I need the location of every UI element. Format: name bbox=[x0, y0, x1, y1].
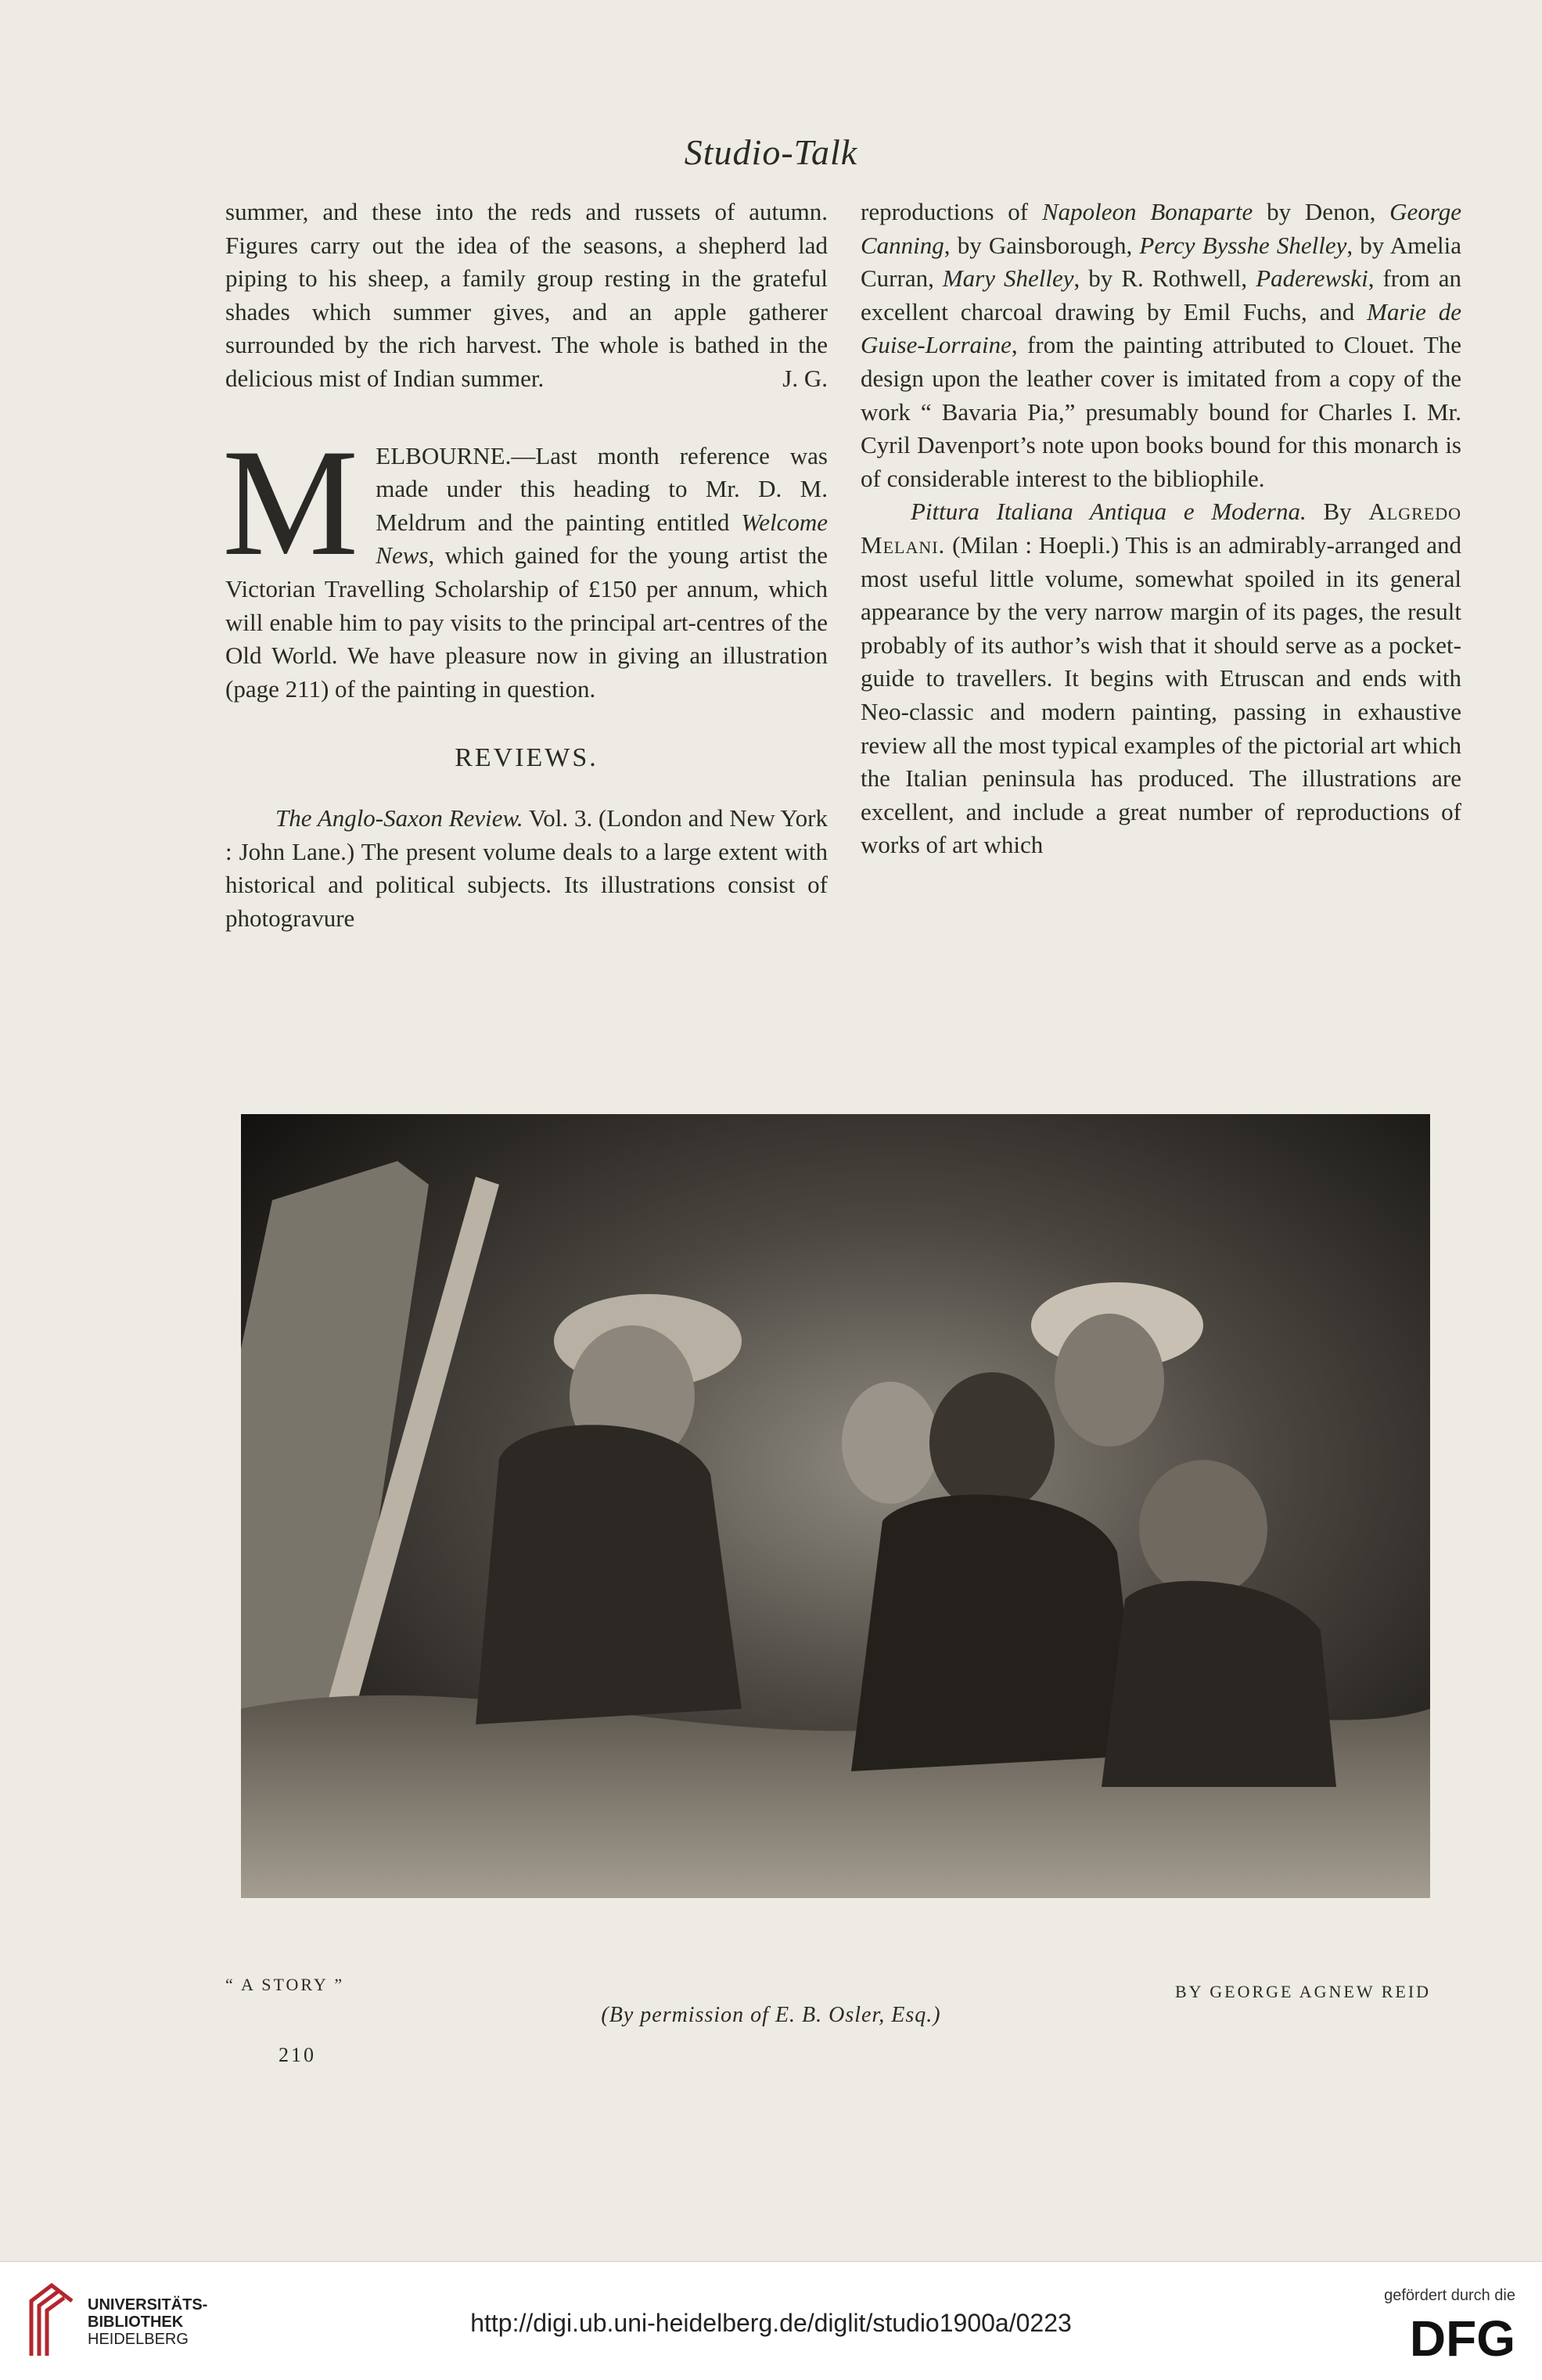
running-title: Studio-Talk bbox=[684, 132, 858, 172]
caption-title: “ A STORY ” bbox=[225, 1975, 345, 1994]
painting-title: Welcome News bbox=[376, 508, 828, 570]
library-name-line: HEIDELBERG bbox=[88, 2331, 189, 2348]
caption-artist: BY GEORGE AGNEW REID bbox=[1175, 1982, 1432, 2001]
paragraph-text: —Last month reference was made under this heading to Mr. D. M. Meldrum and the painting entitled bbox=[376, 441, 828, 536]
library-name-line: UNIVERSITÄTS- bbox=[88, 2296, 208, 2313]
paragraph-melbourne bbox=[222, 417, 828, 706]
paragraph-autumn bbox=[225, 196, 828, 396]
book-title: Pittura Italiana Antiqua e Moderna. bbox=[911, 498, 1307, 526]
permalink-url[interactable]: http://digi.ub.uni-heidelberg.de/diglit/studio1900a/0223 bbox=[470, 2309, 1072, 2337]
digitization-footer bbox=[0, 2261, 1542, 2380]
paragraph-review-1 bbox=[225, 802, 828, 935]
portrait-title: Paderewski bbox=[1256, 264, 1368, 293]
library-name-line: BIBLIOTHEK bbox=[88, 2313, 184, 2331]
paragraph-text: (Milan : Hoepli.) This is an admirably-arranged and most useful little volume, somewhat spoiled in its general appearance by the very narrow margin of its pages, the result probably of its author’s wish that it should serve as a pocket-guide to travellers. It begins with Etruscan and ends with Neo-classic and modern painting, passing in exhaustive review all the most typical examples of the pictorial art which the Italian peninsula has produced. The illustrations are excellent, and include a great number of reproductions of works of art which bbox=[861, 530, 1461, 859]
portrait-title: Percy Bysshe Shelley bbox=[1139, 231, 1347, 259]
portrait-title: Napoleon Bonaparte bbox=[1041, 198, 1253, 225]
paragraph-text: , which gained for the young artist the Victorian Travelling Scholarship of £150 per annum, which will enable him to pay visits to the principal art-centres of the Old World. We have pleasure now in giving an illustration (page 211) of the painting in question. bbox=[225, 541, 828, 703]
reviews-heading: REVIEWS. bbox=[455, 743, 598, 773]
caption-credit: (By permission of E. B. Osler, Esq.) bbox=[601, 2003, 941, 2027]
illustration-a-story bbox=[241, 1114, 1430, 1898]
drop-cap: M bbox=[222, 417, 359, 588]
paragraph-review-2 bbox=[861, 495, 1461, 862]
text-run: by Denon, bbox=[1253, 198, 1390, 225]
book-title: The Anglo-Saxon Review. bbox=[275, 804, 523, 832]
author-name: Algredo Melani. bbox=[861, 498, 1461, 559]
text-run: , from the painting attributed to Clouet. The design upon the leather cover is imitated from a copy of the work “ Bavaria Pia,” presumably bound for Charles I. Mr. Cyril Davenport’s note upon books bound for this monarch is of considerable interest to the bibliophile. bbox=[861, 331, 1461, 492]
paragraph-text: Vol. 3. (London and New York : John Lane.) The present volume deals to a large extent with historical and political subjects. Its illustrations consist of photogravure bbox=[225, 804, 828, 932]
paragraph-text: summer, and these into the reds and russets of autumn. Figures carry out the idea of the seasons, a shepherd lad piping to his sheep, a family group resting in the grateful shades which summer gives, and an apple gatherer surrounded by the rich harvest. The whole is bathed in the delicious mist of Indian summer. bbox=[225, 198, 828, 392]
text-run: reproductions of bbox=[861, 198, 1042, 225]
right-column bbox=[861, 196, 1461, 862]
text-run: , from an excellent charcoal drawing by Emil Fuchs, and bbox=[861, 264, 1461, 325]
portrait-title: Mary Shelley bbox=[942, 264, 1074, 293]
author-signature: J. G. bbox=[782, 364, 828, 392]
dfg-logo-text: DFG bbox=[1409, 2310, 1515, 2362]
portrait-title: Marie de Guise-Lorraine bbox=[861, 297, 1461, 359]
text-run: , by Amelia Curran, bbox=[861, 231, 1461, 293]
left-column bbox=[222, 196, 828, 935]
paragraph-review-continued bbox=[861, 196, 1461, 495]
text-run: , by R. Rothwell, bbox=[1073, 264, 1256, 293]
text-run: By bbox=[1306, 498, 1369, 526]
dfg-logo-icon bbox=[1370, 2310, 1515, 2362]
portrait-title: George Canning bbox=[861, 198, 1461, 259]
section-lead: ELBOURNE. bbox=[376, 441, 512, 469]
funding-note: gefördert durch die bbox=[1384, 2287, 1515, 2304]
page-number: 210 bbox=[279, 2044, 316, 2066]
text-run: , by Gainsborough, bbox=[944, 231, 1140, 259]
